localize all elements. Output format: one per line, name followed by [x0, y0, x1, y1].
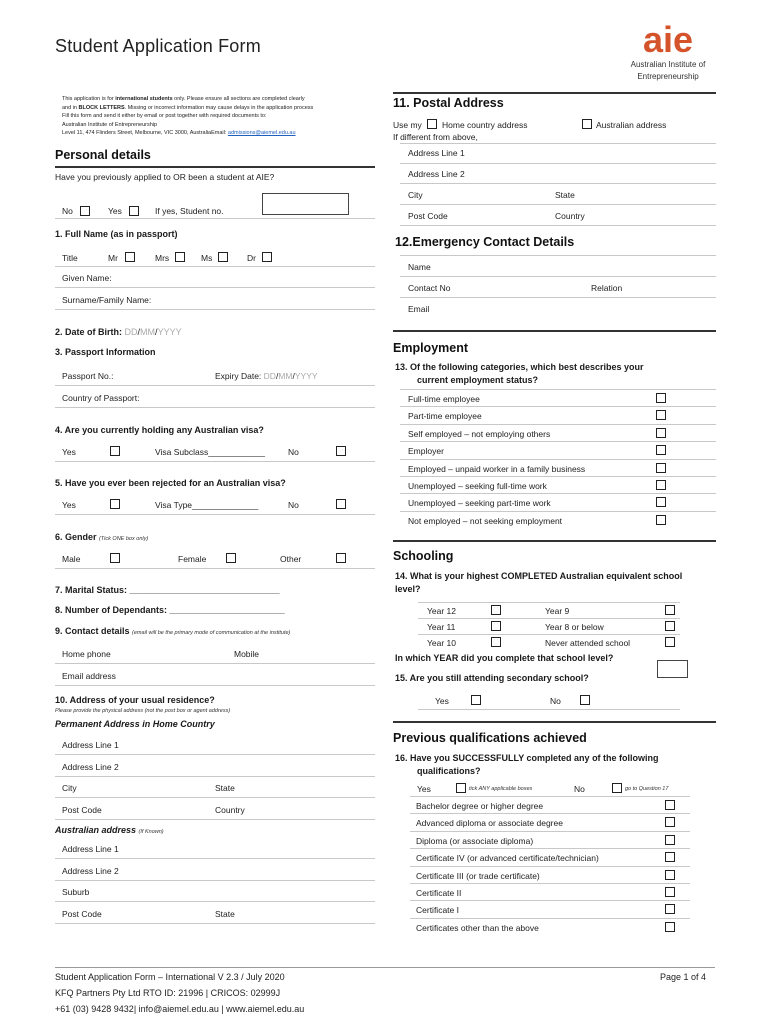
visa-subclass-field[interactable]: Visa Subclass____________: [155, 447, 265, 457]
yes-label: Yes: [417, 784, 431, 794]
row-divider: [400, 163, 716, 164]
emergency-contact-heading: 12.Emergency Contact Details: [395, 235, 575, 249]
prev-no-checkbox[interactable]: [80, 206, 90, 216]
emergency-name-field[interactable]: Name: [408, 262, 431, 272]
section-divider: [55, 166, 375, 168]
employment-option-label: Full-time employee: [408, 394, 480, 404]
email-address-field[interactable]: Email address: [62, 671, 116, 681]
employment-option-row: [400, 511, 716, 528]
gender-female-checkbox[interactable]: [226, 553, 236, 563]
row-divider: [55, 568, 375, 569]
qualification-option-row: [410, 883, 690, 900]
qualification-option-label: Certificates other than the above: [416, 922, 539, 933]
gender-question: [55, 532, 148, 542]
title-dr-checkbox[interactable]: [262, 252, 272, 262]
schooling-question-l2: level?: [395, 584, 421, 594]
emergency-contact-no-field[interactable]: Contact No: [408, 283, 451, 293]
expiry-date-field[interactable]: [215, 371, 318, 381]
dob-slash-2: /: [155, 327, 158, 337]
prev-applied-question: Have you previously applied to OR been a student at AIE?: [55, 172, 275, 182]
dob-mm: MM: [140, 327, 156, 337]
intro-l4: Australian Institute of Entrepreneurship: [62, 121, 158, 128]
employment-option-row: [400, 441, 716, 458]
postal-home-checkbox[interactable]: [427, 119, 437, 129]
au-state[interactable]: State: [215, 909, 235, 919]
never-attended-label: Never attended school: [545, 638, 631, 648]
dob-input[interactable]: [125, 327, 182, 337]
title-mrs-checkbox[interactable]: [175, 252, 185, 262]
row-divider: [55, 776, 375, 777]
attending-yes-checkbox[interactable]: [471, 695, 481, 705]
if-different-label: If different from above,: [393, 132, 478, 142]
perm-address-line-1[interactable]: Address Line 1: [62, 740, 119, 750]
au-heading-label: Australian address: [55, 825, 137, 835]
employment-option-label: Unemployed – seeking full-time work: [408, 480, 547, 491]
employment-option-checkbox[interactable]: [656, 393, 666, 403]
quals-yes-checkbox[interactable]: [456, 783, 466, 793]
student-no-input[interactable]: [262, 193, 349, 215]
qualification-option-label: Certificate I: [416, 905, 459, 916]
intro-l5: Level 11, 474 Flinders Street, Melbourne, VIC 3000, AustraliaEmail:: [62, 130, 228, 137]
tick-any-note: tick ANY applicable boxes: [469, 786, 533, 792]
employment-option-row: [400, 476, 716, 493]
row-divider: [55, 461, 375, 462]
year-11-checkbox[interactable]: [491, 621, 501, 631]
perm-address-line-2[interactable]: Address Line 2: [62, 762, 119, 772]
qualification-option-row: [410, 848, 690, 865]
footer-divider: [55, 967, 715, 968]
row-divider: [55, 901, 375, 902]
row-divider: [400, 276, 716, 277]
postal-city[interactable]: City: [408, 190, 423, 200]
qualification-option-checkbox[interactable]: [665, 904, 675, 914]
year-9-label: Year 9: [545, 606, 570, 616]
employment-option-checkbox[interactable]: [656, 463, 666, 473]
row-divider: [400, 255, 716, 256]
postal-country[interactable]: Country: [555, 211, 585, 221]
perm-country[interactable]: Country: [215, 805, 245, 815]
employment-option-label: Part-time employee: [408, 411, 482, 422]
perm-state[interactable]: State: [215, 783, 235, 793]
employment-question-l2: current employment status?: [417, 375, 539, 385]
yes-label: Yes: [62, 447, 76, 457]
intro-l3: Fill this form and send it either by email or post together with required documents to:: [62, 113, 267, 120]
gender-note: (Tick ONE box only): [99, 536, 149, 542]
employment-option-label: Not employed – not seeking employment: [408, 515, 563, 526]
mobile-field[interactable]: Mobile: [234, 649, 260, 659]
schooling-question-l1: 14. What is your highest COMPLETED Australian equivalent school: [395, 571, 683, 581]
marital-status-field[interactable]: 7. Marital Status: ______________________________: [55, 585, 280, 595]
australian-address-label: Australian address: [596, 120, 667, 130]
contact-note: (email will be the primary mode of communication at the institute): [132, 630, 291, 636]
row-divider: [55, 385, 375, 386]
other-label: Other: [280, 554, 302, 564]
employment-option-row: [400, 424, 716, 441]
schooling-heading: Schooling: [393, 549, 454, 563]
intro-l1b: international students: [115, 96, 173, 102]
student-no-label: If yes, Student no.: [155, 206, 224, 216]
au-note: (If Known): [138, 829, 164, 835]
dr-label: Dr: [247, 253, 256, 263]
intro-l2c: . Missing or incorrect information may cause delays in the application process: [124, 104, 314, 111]
no-label: No: [550, 696, 561, 706]
dob-yyyy: YYYY: [157, 327, 182, 337]
intro-text: [62, 95, 372, 138]
home-phone-field[interactable]: Home phone: [62, 649, 111, 659]
qualification-option-row: [410, 831, 690, 848]
no-label: No: [288, 447, 299, 457]
employment-option-checkbox[interactable]: [656, 480, 666, 490]
year-12-label: Year 12: [427, 606, 456, 616]
row-divider: [55, 754, 375, 755]
female-label: Female: [178, 554, 207, 564]
title-ms-checkbox[interactable]: [218, 252, 228, 262]
row-divider: [55, 514, 375, 515]
postal-address-line-2[interactable]: Address Line 2: [408, 169, 465, 179]
section-divider: [393, 330, 716, 332]
row-divider: [55, 309, 375, 310]
row-divider: [55, 407, 375, 408]
employment-question-l1: 13. Of the following categories, which best describes your: [395, 362, 644, 372]
row-divider: [55, 266, 375, 267]
row-divider: [55, 218, 375, 219]
row-divider: [55, 858, 375, 859]
passport-question: 3. Passport Information: [55, 347, 156, 357]
employment-option-label: Unemployed – seeking part-time work: [408, 498, 551, 509]
gender-male-checkbox[interactable]: [110, 553, 120, 563]
row-divider: [55, 797, 375, 798]
page-title: Student Application Form: [55, 36, 261, 56]
prev-yes-checkbox[interactable]: [129, 206, 139, 216]
qualification-option-checkbox[interactable]: [665, 817, 675, 827]
dob-dd: DD: [124, 327, 138, 337]
qualification-option-checkbox[interactable]: [665, 800, 675, 810]
admissions-email-link[interactable]: admissions@aiemel.edu.au: [227, 130, 296, 137]
employment-option-checkbox[interactable]: [656, 497, 666, 507]
year-9-checkbox[interactable]: [665, 605, 675, 615]
home-country-label: Home country address: [442, 120, 528, 130]
use-my-label: Use my: [393, 120, 422, 130]
section-divider: [393, 540, 716, 542]
org-name-line2: Entrepreneurship: [637, 72, 699, 81]
aie-logo-mark: [628, 22, 708, 58]
row-divider: [55, 819, 375, 820]
au-address-line-2[interactable]: Address Line 2: [62, 866, 119, 876]
yes-label: Yes: [108, 206, 122, 216]
personal-details-heading: Personal details: [55, 148, 151, 162]
employment-option-checkbox[interactable]: [656, 428, 666, 438]
gender-label: 6. Gender: [55, 532, 97, 542]
row-divider: [400, 183, 716, 184]
dob-slash-1: /: [137, 327, 141, 337]
intro-l2a: and in: [62, 104, 79, 111]
qualification-option-checkbox[interactable]: [665, 922, 675, 932]
residence-note: Please provide the physical address (not the post box or agent address): [55, 708, 231, 714]
title-mr-checkbox[interactable]: [125, 252, 135, 262]
footer-line-2: KFQ Partners Pty Ltd RTO ID: 21996 | CRICOS: 02999J: [55, 988, 281, 998]
perm-city[interactable]: City: [62, 783, 77, 793]
row-divider: [418, 634, 680, 635]
yes-label: Yes: [62, 500, 76, 510]
row-divider: [55, 287, 375, 288]
row-divider: [400, 204, 716, 205]
quals-no-checkbox[interactable]: [612, 783, 622, 793]
row-divider: [418, 602, 680, 603]
emergency-relation-field[interactable]: Relation: [591, 283, 623, 293]
which-year-question: In which YEAR did you complete that school level?: [395, 653, 614, 663]
org-name-line1: Australian Institute of: [630, 60, 706, 69]
qualification-option-label: Advanced diploma or associate degree: [416, 818, 563, 829]
qualification-option-row: [410, 796, 690, 813]
row-divider: [55, 663, 375, 664]
qualification-options: [410, 796, 690, 935]
qualification-option-label: Certificate IV (or advanced certificate/technician): [416, 853, 599, 864]
aie-logo-text: aie: [642, 22, 694, 58]
male-label: Male: [62, 554, 81, 564]
never-attended-checkbox[interactable]: [665, 637, 675, 647]
dob-question: [55, 327, 182, 337]
given-name-field[interactable]: Given Name:: [62, 273, 112, 283]
qualifications-heading: Previous qualifications achieved: [393, 731, 587, 745]
visa-type-field[interactable]: Visa Type______________: [155, 500, 259, 510]
footer-line-1: Student Application Form – International V 2.3 / July 2020: [55, 972, 285, 982]
au-postcode[interactable]: Post Code: [62, 909, 102, 919]
postal-postcode[interactable]: Post Code: [408, 211, 448, 221]
ms-label: Ms: [201, 253, 213, 263]
postal-address-line-1[interactable]: Address Line 1: [408, 148, 465, 158]
country-passport-field[interactable]: Country of Passport:: [62, 393, 140, 403]
full-name-question: 1. Full Name (as in passport): [55, 229, 178, 239]
year-10-label: Year 10: [427, 638, 456, 648]
qualification-option-label: Diploma (or associate diploma): [416, 835, 534, 846]
section-divider: [393, 721, 716, 723]
qualifications-question-l1: 16. Have you SUCCESSFULLY completed any of the following: [395, 753, 659, 763]
employment-option-label: Employer: [408, 446, 444, 457]
postal-state[interactable]: State: [555, 190, 575, 200]
year-8-label: Year 8 or below: [545, 622, 604, 632]
mr-label: Mr: [108, 253, 118, 263]
row-divider: [418, 618, 680, 619]
qualification-option-checkbox[interactable]: [665, 852, 675, 862]
visa-question: 4. Are you currently holding any Australian visa?: [55, 425, 264, 435]
employment-option-checkbox[interactable]: [656, 445, 666, 455]
postal-australian-checkbox[interactable]: [582, 119, 592, 129]
rejected-no-checkbox[interactable]: [336, 499, 346, 509]
mrs-label: Mrs: [155, 253, 170, 263]
intro-l2b: BLOCK LETTERS: [78, 104, 125, 111]
employment-option-row: [400, 406, 716, 423]
passport-no-field[interactable]: Passport No.:: [62, 371, 114, 381]
row-divider: [418, 709, 680, 710]
employment-option-checkbox[interactable]: [656, 410, 666, 420]
qualification-option-label: Certificate III (or trade certificate): [416, 870, 540, 881]
visa-rejected-question: 5. Have you ever been rejected for an Australian visa?: [55, 478, 286, 488]
qualification-option-checkbox[interactable]: [665, 887, 675, 897]
contact-details-question: [55, 626, 290, 636]
visa-no-checkbox[interactable]: [336, 446, 346, 456]
expiry-mm: MM: [278, 371, 293, 381]
employment-heading: Employment: [393, 341, 469, 355]
qualifications-question-l2: qualifications?: [417, 766, 481, 776]
employment-option-row: [400, 493, 716, 510]
gender-other-checkbox[interactable]: [336, 553, 346, 563]
footer: [55, 969, 304, 1017]
employment-option-checkbox[interactable]: [656, 515, 666, 525]
postal-address-heading: 11. Postal Address: [393, 96, 504, 110]
qualification-option-label: Bachelor degree or higher degree: [416, 801, 544, 811]
year-8-checkbox[interactable]: [665, 621, 675, 631]
employment-option-row: [400, 459, 716, 476]
permanent-address-heading: Permanent Address in Home Country: [55, 719, 215, 729]
expiry-slash-2: /: [292, 371, 295, 381]
intro-l1c: only. Please ensure all sections are completed clearly: [172, 96, 305, 102]
aie-logo: [598, 22, 738, 82]
expiry-label: Expiry Date:: [215, 371, 262, 381]
page-number: Page 1 of 4: [660, 972, 707, 982]
year-12-checkbox[interactable]: [491, 605, 501, 615]
employment-option-label: Self employed – not employing others: [408, 428, 551, 439]
dependants-field[interactable]: 8. Number of Dependants: _______________________: [55, 605, 285, 615]
row-divider: [400, 143, 716, 144]
employment-options: [400, 389, 716, 528]
row-divider: [55, 923, 375, 924]
dob-label: 2. Date of Birth:: [55, 327, 123, 337]
expiry-yyyy: YYYY: [294, 371, 318, 381]
footer-line-3: +61 (03) 9428 9432| info@aiemel.edu.au | www.aiemel.edu.au: [55, 1004, 305, 1014]
au-suburb[interactable]: Suburb: [62, 887, 90, 897]
perm-postcode[interactable]: Post Code: [62, 805, 102, 815]
qualification-option-label: Certificate II: [416, 887, 462, 898]
row-divider: [400, 225, 716, 226]
no-label: No: [62, 206, 73, 216]
attending-no-checkbox[interactable]: [580, 695, 590, 705]
row-divider: [400, 297, 716, 298]
qualification-option-checkbox[interactable]: [665, 835, 675, 845]
qualification-option-row: [410, 900, 690, 917]
year-10-checkbox[interactable]: [491, 637, 501, 647]
contact-label: 9. Contact details: [55, 626, 130, 636]
expiry-dd: DD: [263, 371, 276, 381]
qualification-option-row: [410, 866, 690, 883]
completion-year-input[interactable]: [657, 660, 688, 678]
intro-l1a: This application is for: [62, 96, 116, 102]
expiry-slash-1: /: [275, 371, 279, 381]
row-divider: [55, 880, 375, 881]
residence-question: 10. Address of your usual residence?: [55, 695, 215, 705]
emergency-email-field[interactable]: Email: [408, 304, 430, 314]
still-attending-question: 15. Are you still attending secondary school?: [395, 673, 589, 683]
qualification-option-row: [410, 918, 690, 935]
visa-yes-checkbox[interactable]: [110, 446, 120, 456]
goto-note: go to Question 17: [625, 786, 669, 792]
no-label: No: [288, 500, 299, 510]
employment-option-row: [400, 389, 716, 406]
surname-field[interactable]: Surname/Family Name:: [62, 295, 152, 305]
row-divider: [55, 685, 375, 686]
australian-address-heading: [55, 825, 164, 835]
year-11-label: Year 11: [427, 622, 456, 632]
employment-option-label: Employed – unpaid worker in a family business: [408, 463, 586, 474]
no-label: No: [574, 784, 585, 794]
rejected-yes-checkbox[interactable]: [110, 499, 120, 509]
qualification-option-row: [410, 813, 690, 830]
au-address-line-1[interactable]: Address Line 1: [62, 844, 119, 854]
section-divider: [393, 92, 716, 94]
title-label: Title: [62, 253, 78, 263]
qualification-option-checkbox[interactable]: [665, 870, 675, 880]
yes-label: Yes: [435, 696, 449, 706]
